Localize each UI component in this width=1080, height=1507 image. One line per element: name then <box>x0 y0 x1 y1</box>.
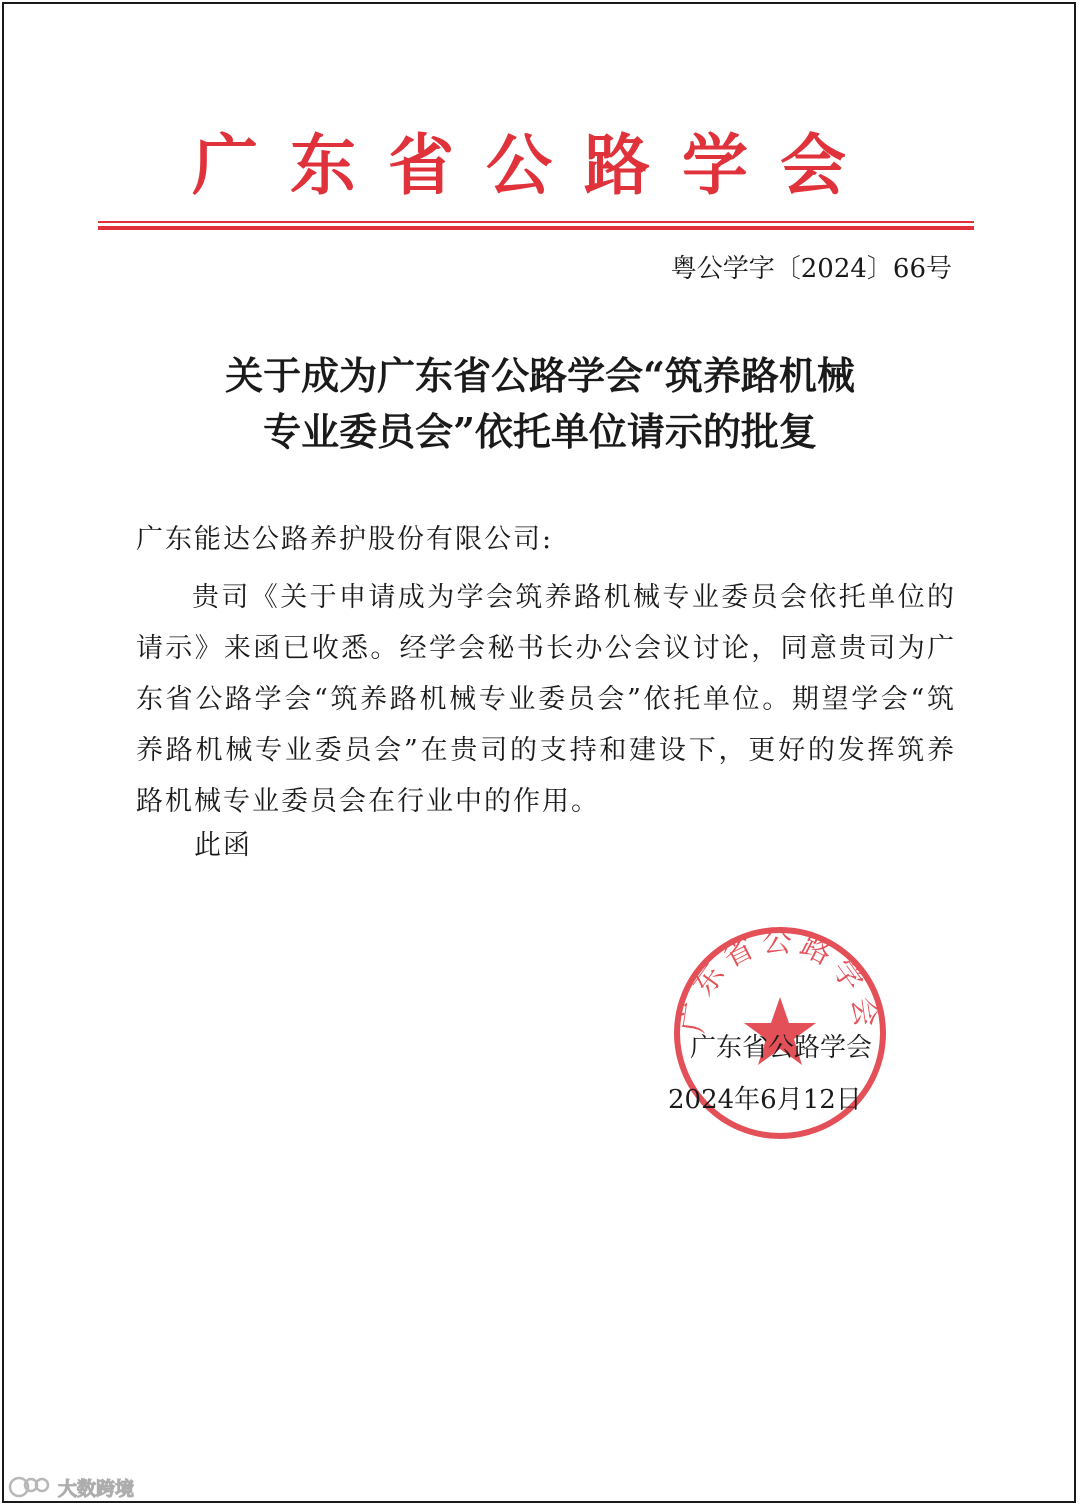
watermark-logo-icon <box>8 1473 52 1501</box>
watermark-text: 大数跨境 <box>58 1477 135 1500</box>
document-title-line-2: 专业委员会”依托单位请示的批复 <box>263 409 817 454</box>
letterhead-org-name: 广东省公路学会 <box>192 126 878 204</box>
addressee: 广东能达公路养护股份有限公司: <box>136 524 554 555</box>
watermark <box>8 1470 134 1504</box>
closing-phrase: 此函 <box>194 830 252 861</box>
letterhead-rule-thick <box>98 226 974 230</box>
letter-body: 贵司《关于申请成为学会筑养路机械专业委员会依托单位的请示》来函已收悉。经学会秘书长办公会议讨论，同意贵司为广东省公路学会“筑养路机械专业委员会”依托单位。期望学会“筑养路机械专业委员会”在贵司的支持和建设下，更好的发挥筑养路机械专业委员会在行业中的作用。 <box>136 582 956 817</box>
seal-text: 广东省公路学会 <box>675 925 885 1036</box>
letterhead-rule-thin <box>98 221 974 223</box>
document-title-line-1: 关于成为广东省公路学会“筑养路机械 <box>225 353 855 398</box>
document-number: 粤公学字〔2024〕66号 <box>670 254 952 284</box>
signature-org: 广东省公路学会 <box>690 1033 873 1063</box>
document-title <box>100 348 980 460</box>
signature-date: 2024年6月12日 <box>668 1085 862 1115</box>
